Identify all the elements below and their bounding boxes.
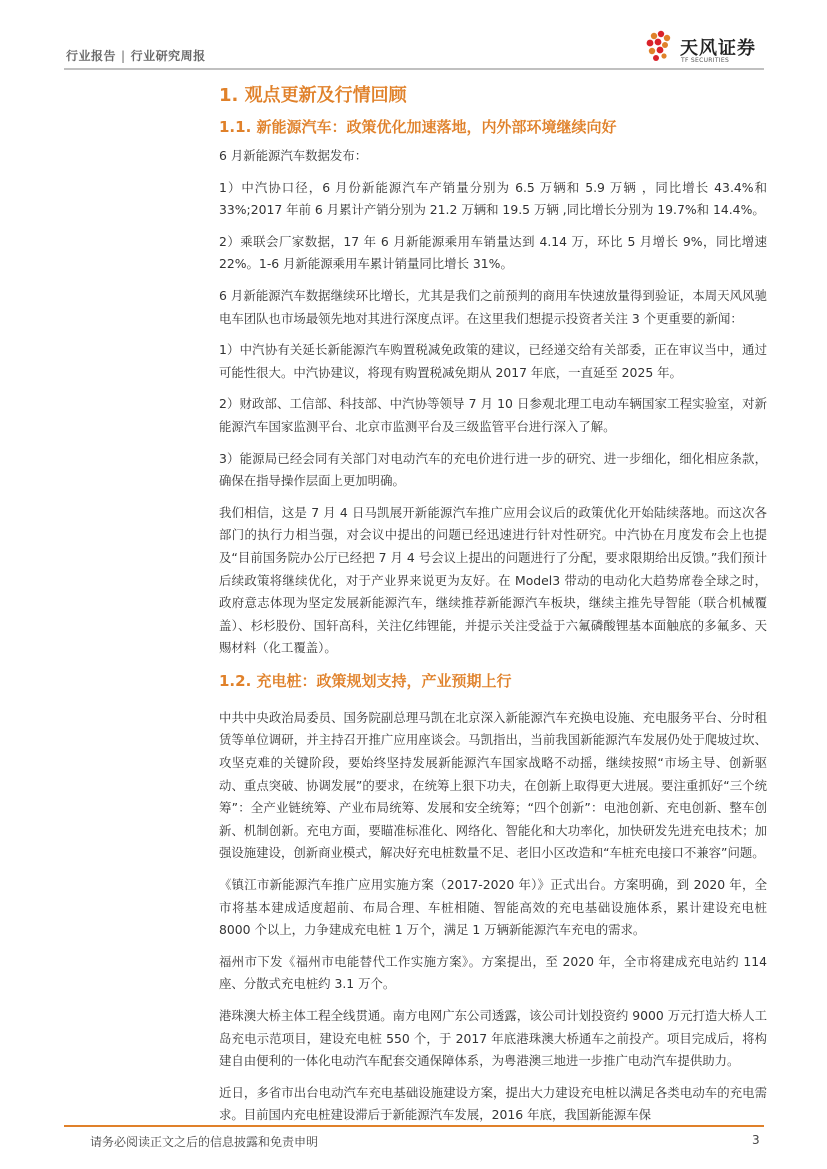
breadcrumb bbox=[66, 47, 206, 64]
logo-text-cn: 天风证券 bbox=[680, 38, 756, 59]
paragraph: 2）乘联会厂家数据，17 年 6 月新能源乘用车销量达到 4.14 万，环比 5 月增长 9%，同比增速 22%。1-6 月新能源乘用车累计销量同比增长 31%。 bbox=[219, 233, 767, 272]
main-content bbox=[219, 80, 767, 1127]
paragraph: 我们相信，这是 7 月 4 日马凯展开新能源汽车推广应用会议后的政策优化开始陆续落地。而这次各部门的执行力相当强，对会议中提出的问题已经迅速进行针对性研究。中汽协在月度发布会上也提及“目前国务院办公厅已经把 7 月 4 号会议上提出的问题进行了分配，要求限期给出反馈。”我们预计后续政策将继续优化，对于产业界来说更为友好。在 Model3 带动的电动化大趋势席卷全球之时，政府意志体现为坚定发展新能源汽车，继续推荐新能源汽车板块，继续主推先导智能（联合机械覆盖）、杉杉股份、国轩高科，关注亿纬锂能，并提示关注受益于六氟磷酸锂基本面触底的多氟多、天赐材料（化工覆盖）。 bbox=[219, 504, 767, 656]
paragraph: 福州市下发《福州市电能替代工作实施方案》。方案提出，至 2020 年，全市将建成充电站约 114 座、分散式充电桩约 3.1 万个。 bbox=[219, 953, 767, 992]
paragraph: 近日，多省市出台电动汽车充电基础设施建设方案，提出大力建设充电桩以满足各类电动车的充电需求。目前国内充电桩建设滞后于新能源汽车发展，2016 年底，我国新能源车保 bbox=[219, 1084, 767, 1123]
footer-divider bbox=[64, 1125, 764, 1127]
paragraph: 1）中汽协口径，6 月份新能源汽车产销量分别为 6.5 万辆和 5.9 万辆 ，同比增长 43.4%和 33%;2017 年前 6 月累计产销分别为 21.2 万辆和 19.5 万辆 ,同比增长分别为 19.7%和 14.4%。 bbox=[219, 179, 767, 218]
section-1-1-heading: 1.1. 新能源汽车：政策优化加速落地，内外部环境继续向好 bbox=[219, 118, 617, 136]
company-logo bbox=[640, 28, 780, 68]
logo-text-en: TF SECURITIES bbox=[681, 57, 730, 64]
page-number: 3 bbox=[752, 1133, 760, 1147]
section-1-2-heading: 1.2. 充电桩：政策规划支持，产业预期上行 bbox=[219, 671, 512, 690]
footer-disclaimer: 请务必阅读正文之后的信息披露和免责申明 bbox=[90, 1135, 319, 1149]
breadcrumb-report-type: 行业研究周报 bbox=[130, 49, 206, 63]
paragraph: 6 月新能源汽车数据继续环比增长，尤其是我们之前预判的商用车快速放量得到验证，本周天风风驰电车团队也市场最领先地对其进行深度点评。在这里我们想提示投资者关注 3 个更重要的新闻： bbox=[219, 287, 767, 326]
paragraph: 2）财政部、工信部、科技部、中汽协等领导 7 月 10 日参观北理工电动车辆国家工程实验室，对新能源汽车国家监测平台、北京市监测平台及三级监管平台进行深入了解。 bbox=[219, 396, 767, 434]
logo-flower-icon bbox=[640, 28, 680, 68]
paragraph: 1）中汽协有关延长新能源汽车购置税减免政策的建议，已经递交给有关部委，正在审议当中，通过可能性很大。中汽协建议，将现有购置税减免期从 2017 年底，一直延至 2025 年。 bbox=[219, 342, 767, 380]
section-1-heading: 1. 观点更新及行情回顾 bbox=[219, 85, 407, 106]
breadcrumb-category: 行业报告 bbox=[66, 49, 117, 63]
paragraph: 《镇江市新能源汽车推广应用实施方案（2017-2020 年）》正式出台。方案明确，到 2020 年，全市将基本建成适度超前、布局合理、车桩相随、智能高效的充电基础设施体系，累计建设充电桩 8000 个以上，力争建成充电桩 1 万个，满足 1 万辆新能源汽车充电的需求。 bbox=[219, 877, 767, 938]
paragraph: 6 月新能源汽车数据发布： bbox=[219, 148, 368, 163]
paragraph: 3）能源局已经会同有关部门对电动汽车的充电价进行进一步的研究、进一步细化，细化相应条款，确保在指导操作层面上更加明确。 bbox=[219, 450, 767, 489]
breadcrumb-separator: | bbox=[121, 49, 126, 63]
page-header bbox=[0, 0, 827, 80]
header-divider bbox=[64, 68, 764, 70]
paragraph: 港珠澳大桥主体工程全线贯通。南方电网广东公司透露，该公司计划投资约 9000 万元打造大桥人工岛充电示范项目，建设充电桩 550 个，于 2017 年底港珠澳大桥通车之前投产。项目完成后，将构建自由便利的一体化电动汽车配套交通保障体系，为粤港澳三地进一步推广电动汽车提供助力。 bbox=[219, 1008, 767, 1069]
paragraph: 中共中央政治局委员、国务院副总理马凯在北京深入新能源汽车充换电设施、充电服务平台、分时租赁等单位调研，并主持召开推广应用座谈会。马凯指出，当前我国新能源汽车发展仍处于爬坡过坎、攻坚克难的关键阶段，要始终坚持发展新能源汽车国家战略不动摇，继续按照“市场主导、创新驱动、重点突破、协调发展”的要求，在统筹上狠下功夫，在创新上取得更大进展。要注重抓好“三个统筹”：全产业链统筹、产业布局统筹、发展和安全统筹；“四个创新”：电池创新、充电创新、整车创新、机制创新。充电方面，要瞄准标准化、网络化、智能化和大功率化，加快研发先进充电技术；加强设施建设，创新商业模式，解决好充电桩数量不足、老旧小区改造和“车桩充电接口不兼容”问题。 bbox=[219, 709, 767, 861]
